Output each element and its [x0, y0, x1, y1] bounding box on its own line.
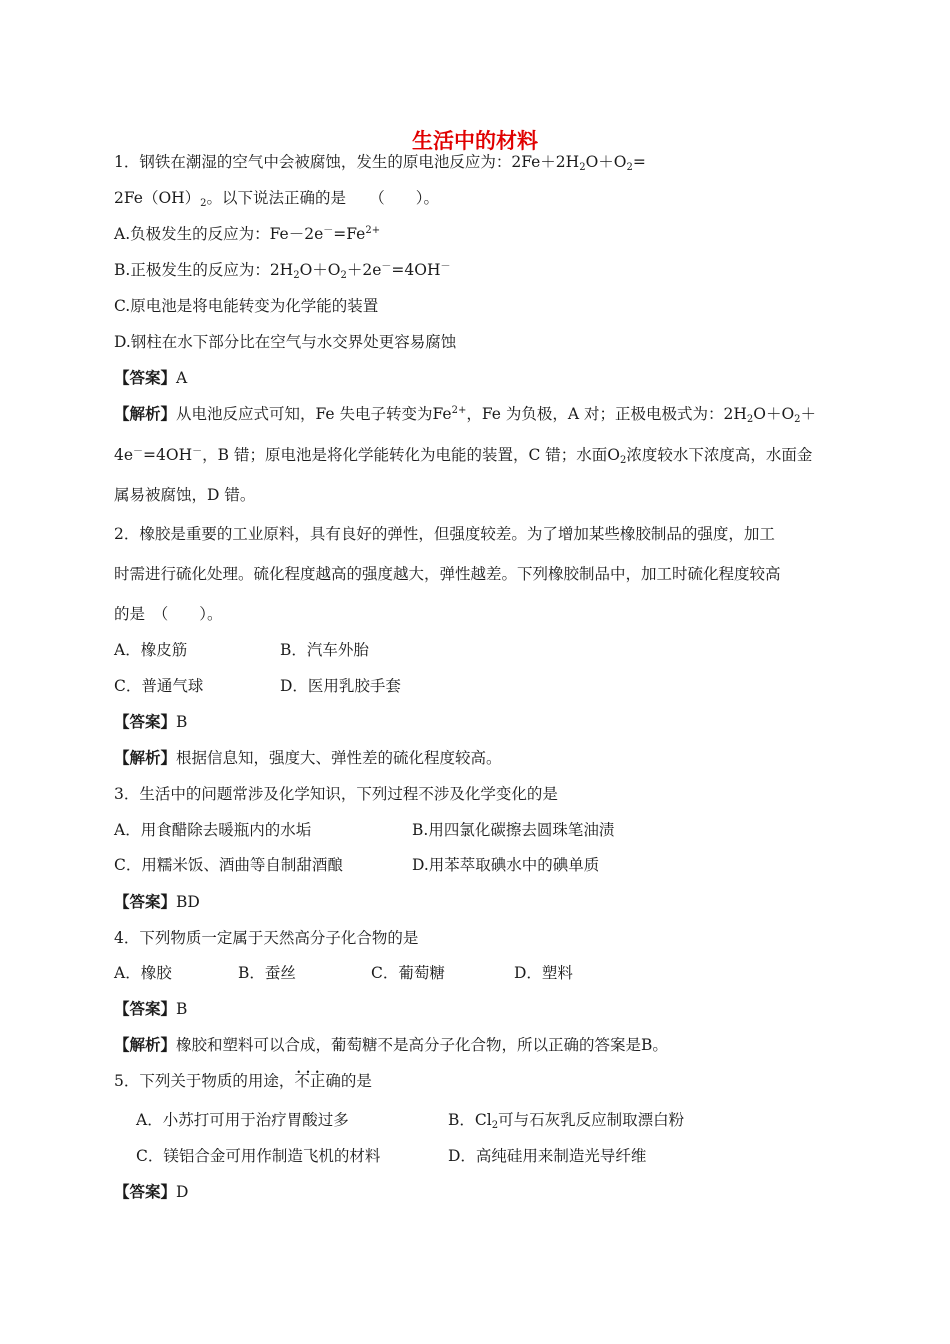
q3-answer: 【答案】BD [114, 892, 200, 911]
q2-analysis: 【解析】根据信息知，强度大、弹性差的硫化程度较高。 [114, 748, 502, 767]
q3-option-b: B.用四氯化碳擦去圆珠笔油渍 [412, 821, 615, 839]
q5-answer: 【答案】D [114, 1182, 189, 1201]
q1-option-d: D.钢柱在水下部分比在空气与水交界处更容易腐蚀 [114, 333, 457, 351]
q5-option-a: A．小苏打可用于治疗胃酸过多 [136, 1111, 349, 1129]
q2-answer: 【答案】B [114, 712, 188, 731]
q3-stem: 3．生活中的问题常涉及化学知识，下列过程不涉及化学变化的是 [114, 785, 558, 803]
q1-analysis-line2: 4e－=4OH－，B 错；原电池是将化学能转化为电能的装置，C 错；水面$O_2$浓度较水下浓度高，水面金 [114, 446, 813, 466]
q1-analysis-line3: 属易被腐蚀，D 错。 [114, 486, 256, 504]
q2-stem-line3: 的是 （ ）。 [114, 605, 223, 623]
q2-options-row2 [114, 676, 401, 696]
q5-option-b: B．$Cl_2$可与石灰乳反应制取漂白粉 [448, 1111, 685, 1131]
q4-option-d: D．塑料 [514, 964, 573, 982]
q5-option-c: C．镁铝合金可用作制造飞机的材料 [136, 1147, 381, 1165]
q3-option-c: C．用糯米饭、酒曲等自制甜酒酿 [114, 856, 343, 874]
q3-options-row1 [114, 820, 615, 840]
q1-analysis-line1: 【解析】从电池反应式可知，Fe 失电子转变为$Fe^{2+}$，Fe 为负极，A 对；正极电极式为：$2H_2O+O_2+$ [114, 404, 817, 425]
q4-answer: 【答案】B [114, 999, 188, 1018]
q2-option-a: A．橡皮筋 [114, 641, 188, 659]
q3-option-a: A．用食醋除去暖瓶内的水垢 [114, 821, 312, 839]
q5-options-row2 [136, 1146, 647, 1166]
q3-option-d: D.用苯萃取碘水中的碘单质 [412, 856, 600, 874]
q5-emphasis: 不正确 • • • [294, 1072, 341, 1090]
q4-options-row [114, 963, 573, 983]
q1-option-a: A.负极发生的反应为：$Fe-2e^-=Fe^{2+}$ [114, 225, 381, 243]
q2-option-d: D．医用乳胶手套 [280, 677, 401, 695]
q4-analysis: 【解析】橡胶和塑料可以合成，葡萄糖不是高分子化合物，所以正确的答案是B。 [114, 1035, 668, 1054]
q4-option-a: A．橡胶 [114, 964, 172, 982]
q1-stem-line2: $2Fe(OH)_2$。以下说法正确的是 （ ）。 [114, 189, 440, 209]
q2-option-b: B．汽车外胎 [280, 641, 369, 659]
document-title: 生活中的材料 [412, 129, 538, 153]
q2-stem-line1: 2．橡胶是重要的工业原料，具有良好的弹性，但强度较差。为了增加某些橡胶制品的强度，加工 [114, 525, 775, 543]
q1-answer: 【答案】A [114, 368, 188, 387]
q5-option-d: D．高纯硅用来制造光导纤维 [448, 1147, 647, 1165]
q2-option-c: C．普通气球 [114, 677, 204, 695]
q2-stem-line2: 时需进行硫化处理。硫化程度越高的强度越大，弹性越差。下列橡胶制品中，加工时硫化程度较高 [114, 565, 781, 583]
q1-option-c: C.原电池是将电能转变为化学能的装置 [114, 297, 379, 315]
q4-option-b: B．蚕丝 [238, 964, 296, 982]
q4-stem: 4．下列物质一定属于天然高分子化合物的是 [114, 929, 419, 947]
q5-stem: 5．下列关于物质的用途，不正确 • • •的是 [114, 1071, 372, 1091]
q2-options-row1 [114, 640, 369, 660]
q1-option-b: B.正极发生的反应为：$2H_2O+O_2+2e^-=4OH^-$ [114, 261, 451, 281]
q4-option-c: C．葡萄糖 [371, 964, 445, 982]
q1-stem-line1: 1．钢铁在潮湿的空气中会被腐蚀，发生的原电池反应为：$2Fe+2H_2O+O_2=$ [114, 153, 646, 173]
q5-options-row1 [136, 1110, 685, 1131]
q3-options-row2 [114, 855, 600, 875]
